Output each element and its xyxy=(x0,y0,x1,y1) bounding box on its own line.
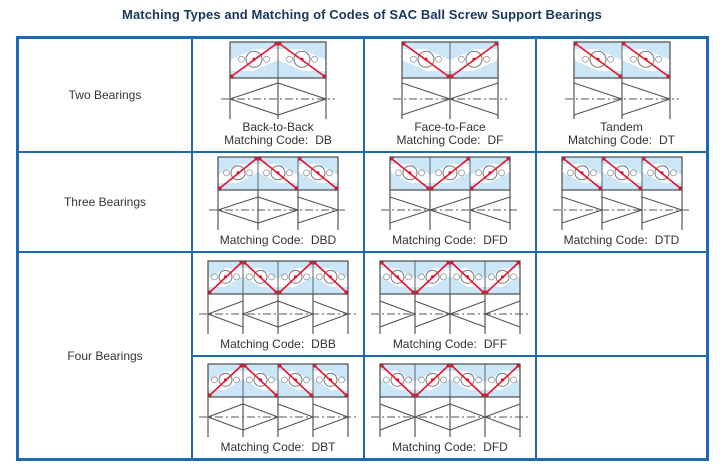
bearing-diagram-dbt xyxy=(198,363,358,439)
matching-table xyxy=(16,36,709,461)
matching-code-value: DFD xyxy=(483,233,508,247)
bearing-diagram-db xyxy=(220,41,336,119)
matching-code-label: Matching Code: xyxy=(220,337,305,351)
empty-cell xyxy=(537,253,706,355)
matching-code xyxy=(220,234,336,247)
matching-code xyxy=(393,338,507,351)
matching-code xyxy=(396,134,503,147)
matching-code xyxy=(564,234,680,247)
matching-code-value: DFF xyxy=(483,337,508,351)
bearing-diagram-dbd xyxy=(208,156,348,232)
matching-code-label: Matching Code: xyxy=(567,133,653,147)
matching-code-value: DT xyxy=(659,133,676,147)
matching-code-label: Matching Code: xyxy=(396,133,481,147)
matching-code-value: DB xyxy=(315,133,332,147)
matching-code-label: Matching Code: xyxy=(392,233,477,247)
cell-db xyxy=(193,39,363,151)
row-label-four-bearings xyxy=(19,253,191,458)
arrangement-name: Face-to-Face xyxy=(414,120,486,134)
empty-cell xyxy=(537,357,706,458)
bearing-diagram-dbb xyxy=(198,260,358,336)
row-label-text: Two Bearings xyxy=(68,88,142,102)
cell-dtd xyxy=(537,153,706,251)
matching-code xyxy=(392,234,508,247)
row-label-text: Four Bearings xyxy=(67,348,143,363)
bearing-diagram-dfd3 xyxy=(380,156,520,232)
bearing-diagram-dfd4 xyxy=(370,363,530,439)
arrangement-name: Tandem xyxy=(600,120,643,134)
matching-code-value: DTD xyxy=(654,233,680,247)
matching-code-value: DFD xyxy=(483,440,508,454)
cell-dbt xyxy=(193,357,363,458)
bearing-diagram-dt xyxy=(564,41,680,119)
matching-code-label: Matching Code: xyxy=(392,440,477,454)
matching-code xyxy=(224,134,332,147)
row-label-two-bearings xyxy=(19,39,191,151)
cell-dfd3 xyxy=(365,153,535,251)
bearing-diagram-dff xyxy=(370,260,530,336)
matching-code-value: DF xyxy=(487,133,504,147)
row-label-text: Three Bearings xyxy=(63,195,147,209)
matching-code-value: DBB xyxy=(311,337,336,351)
bearing-diagram-df xyxy=(392,41,508,119)
cell-dt xyxy=(537,39,706,151)
cell-df xyxy=(365,39,535,151)
matching-code xyxy=(568,134,675,147)
cell-dbd xyxy=(193,153,363,251)
matching-code-label: Matching Code: xyxy=(224,133,309,147)
matching-code-value: DBT xyxy=(311,440,336,454)
matching-code-label: Matching Code: xyxy=(220,440,305,454)
matching-code xyxy=(220,441,335,454)
matching-code-label: Matching Code: xyxy=(219,233,304,247)
bearing-diagram-dtd xyxy=(552,156,692,232)
arrangement-name: Back-to-Back xyxy=(242,120,314,134)
matching-code xyxy=(220,338,336,351)
matching-code-label: Matching Code: xyxy=(392,337,477,351)
cell-dff xyxy=(365,253,535,355)
matching-code-label: Matching Code: xyxy=(563,233,648,247)
cell-dfd4 xyxy=(365,357,535,458)
row-label-three-bearings xyxy=(19,153,191,251)
figure-title: Matching Types and Matching of Codes of SAC Ball Screw Support Bearings xyxy=(122,7,602,22)
matching-code xyxy=(392,441,508,454)
matching-code-value: DBD xyxy=(310,233,337,247)
cell-dbb xyxy=(193,253,363,355)
